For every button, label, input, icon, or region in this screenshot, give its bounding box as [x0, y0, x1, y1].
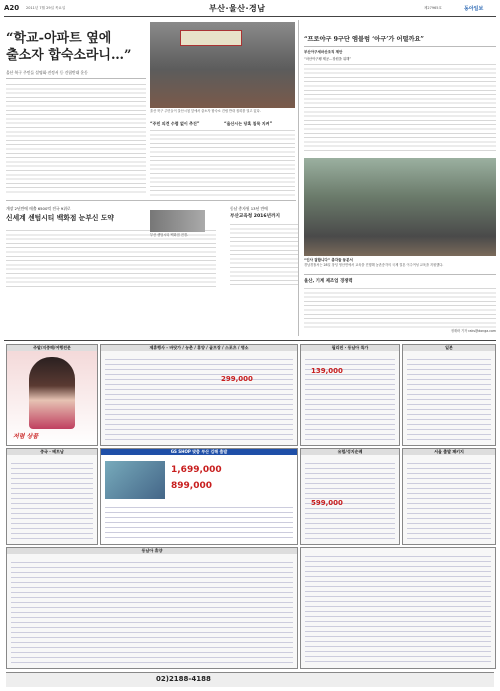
divider [304, 46, 496, 47]
ad-package-list[interactable] [100, 344, 298, 446]
story2-photo-caption: 경남경찰서는 28일 창녕 영산면에서 교육을 진행해 농촌총각의 국제 결혼 이주여성 교육을 지원했다. [304, 263, 444, 267]
ad-travel-banner[interactable] [6, 344, 98, 446]
ad-gs-shop[interactable] [100, 448, 298, 545]
ad-photo [105, 461, 165, 499]
ad-title: 중국 · 베트남 [7, 449, 97, 455]
story1-body [6, 82, 146, 196]
ad-logo: 저렴 상품 [13, 433, 39, 440]
story5-headline: 울산, 기계 제조업 경쟁력 [304, 279, 353, 284]
story2-body [304, 62, 496, 154]
ad-title: 서울 출발 패키지 [403, 449, 495, 455]
headline-line-2: 출소자 합숙소라니…” [6, 48, 132, 63]
ad-title: 동남아 휴양 [7, 548, 297, 554]
header-rule [4, 16, 496, 17]
ad-rows [305, 552, 491, 664]
headline-line-1: “학교-아파트 옆에 [6, 31, 112, 46]
ad-misc[interactable] [300, 547, 496, 669]
story3-headline: 신세계 센텀시티 백화점 눈부신 도약 [6, 214, 114, 222]
story4-body [230, 222, 298, 288]
story4-photo-caption: 부산 센텀시티 백화점 전경. [150, 233, 188, 237]
mall-photo [150, 210, 205, 232]
issue-number: 제27965호 [424, 6, 442, 10]
ad-china[interactable] [6, 448, 98, 545]
story1-subhead: 울산 북구 주민들 설명회·진정서 등 건립반대 운동 [6, 70, 88, 75]
ad-footer [6, 672, 494, 687]
ad-southeast[interactable] [6, 547, 298, 669]
ad-price: 899,000 [171, 481, 212, 491]
ad-price: 599,000 [311, 499, 343, 507]
ad-price: 139,000 [311, 367, 343, 375]
story1-section-head-2: “울산시는 당혹 침묵 지켜” [224, 121, 273, 126]
paper-name: 동아일보 [464, 6, 484, 12]
ad-rows [407, 459, 491, 539]
page-header [4, 3, 496, 15]
column-divider [298, 20, 299, 336]
ad-title: GS SHOP 맞춤 부산 김해 출발 [101, 449, 297, 455]
section-title: 부산·울산·경남 [209, 4, 266, 13]
photo1-caption: 울산 북구 주민들이 울산시청 앞에서 출소자 합숙소 건립 반대 집회를 열고 있다. [150, 109, 261, 113]
ad-title: 주말/지중해/여행전문 [7, 345, 97, 351]
page-number: A20 [4, 4, 20, 12]
ad-rows [11, 558, 293, 664]
story1-body-2 [150, 128, 295, 196]
story2-subhead: 부산아구세마산조직 제안 [304, 50, 343, 54]
ad-japan[interactable] [402, 344, 496, 446]
ad-title: 일본 [403, 345, 495, 351]
contact-phone[interactable]: 02)2188-4188 [156, 675, 211, 683]
divider [6, 78, 146, 79]
divider [304, 274, 496, 275]
reporter-byline: 정재락 기자 raks@donga.com [450, 329, 496, 333]
story4-headline: 부산교육청 2016년까지 [230, 214, 280, 219]
ad-rows [407, 355, 491, 441]
ad-philippines[interactable] [300, 344, 400, 446]
ad-title: 제휴행사 - 바닷가 / 농촌 / 휴양 / 골프장 / 스포츠 / 명소 [101, 345, 297, 351]
story4-small-headline: 동남 총자원 13년 만에 [230, 206, 268, 211]
ad-rows [11, 459, 93, 539]
story2-subhead-2: “마산아구팽 제공…창원을 위해” [304, 57, 352, 61]
story1-headline [6, 30, 146, 64]
story3-small-headline: 개장 2년만에 매출 6500억 전국 9위로 [6, 206, 71, 211]
ad-seoul[interactable] [402, 448, 496, 545]
ad-europe[interactable] [300, 448, 400, 545]
training-photo [304, 158, 496, 256]
story2-headline: “프로야구 9구단 엠블럼 ‘아구’가 어떨까요” [304, 36, 424, 43]
ad-price: 299,000 [221, 375, 253, 383]
story2-photo-caption-head: “인사 잘합니다” 총각들 동분서 [304, 258, 353, 262]
story1-section-head-1: “주민 의견 수렴 없이 추진” [150, 121, 200, 126]
ad-rows [105, 503, 293, 541]
ad-rows [105, 355, 293, 441]
divider [6, 200, 296, 201]
ad-price: 1,699,000 [171, 465, 222, 475]
ad-title: 유럽/성지순례 [301, 449, 399, 455]
ad-section-rule [4, 340, 496, 341]
page-date: 2011년 7월 29일 목요일 [26, 6, 66, 10]
model-photo [29, 357, 75, 429]
ad-title: 필리핀 · 동남아 특가 [301, 345, 399, 351]
banner-in-photo [180, 30, 242, 46]
story5-body [304, 286, 496, 328]
